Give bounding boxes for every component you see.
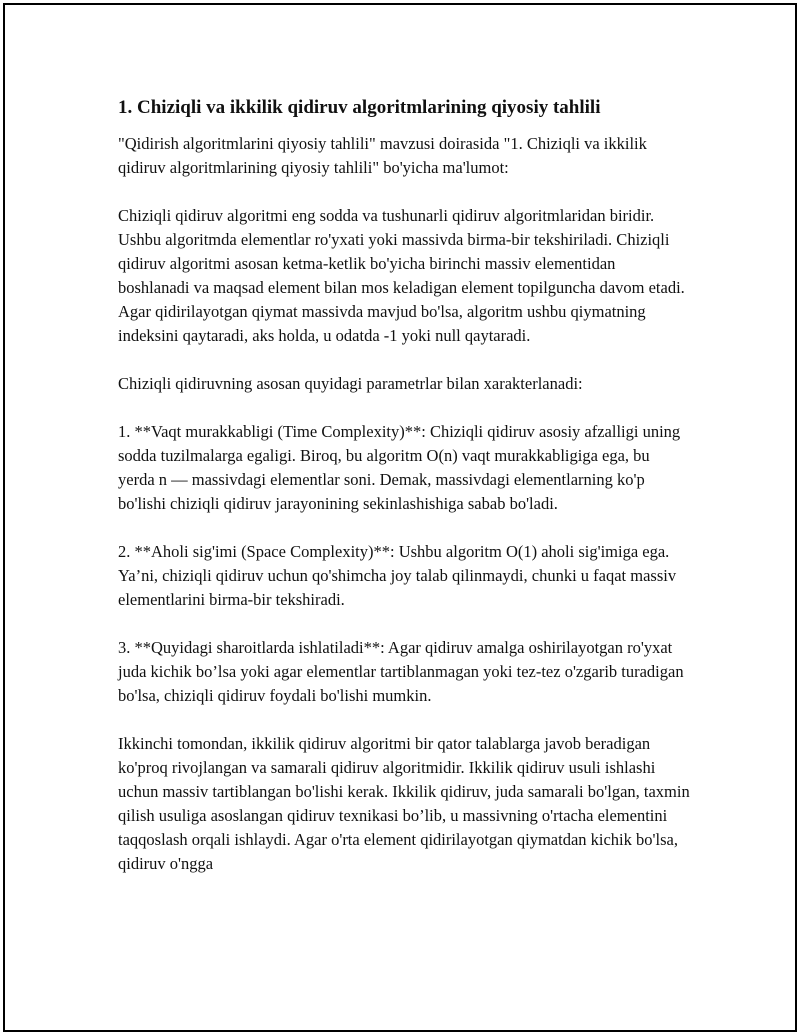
- document-body: [118, 96, 690, 876]
- intro-paragraph: "Qidirish algoritmlarini qiyosiy tahlili" mavzusi doirasida "1. Chiziqli va ikkilik qidiruv algoritmlarining qiyosiy tahlili" bo'yicha ma'lumot:: [118, 134, 647, 177]
- document-title: 1. Chiziqli va ikkilik qidiruv algoritmlarining qiyosiy tahlili: [118, 97, 601, 118]
- time-complexity-paragraph: 1. **Vaqt murakkabligi (Time Complexity)**: Chiziqli qidiruv asosiy afzalligi uning sodda tuzilmalarga egaligi. Biroq, bu algoritm O(n) vaqt murakkabligiga ega, bu yerda n — massivdagi elementlar soni. Demak, massivdagi elementlarning ko'p bo'lishi chiziqli qidiruv jarayonining sekinlashishiga sabab bo'ladi.: [118, 422, 681, 513]
- binary-search-paragraph: Ikkinchi tomondan, ikkilik qidiruv algoritmi bir qator talablarga javob beradigan ko'proq rivojlangan va samarali qidiruv algoritmidir. Ikkilik qidiruv usuli ishlashi uchun massiv tartiblangan bo'lishi kerak. Ikkilik qidiruv, juda samarali bo'lgan, taxmin qilish usuliga asoslangan qidiruv texnikasi bo’lib, u massivning o'rtacha elementini taqqoslash orqali ishlaydi. Agar o'rta element qidirilayotgan qiymatdan kichik bo'lsa, qidiruv o'ngga: [118, 734, 690, 873]
- linear-search-paragraph: Chiziqli qidiruv algoritmi eng sodda va tushunarli qidiruv algoritmlaridan biridir. Ushbu algoritmda elementlar ro'yxati yoki massivda birma-bir tekshiriladi. Chiziqli qidiruv algoritmi asosan ketma-ketlik bo'yicha birinchi massiv elementidan boshlanadi va maqsad element bilan mos keladigan element topilguncha davom etadi. Agar qidirilayotgan qiymat massivda mavjud bo'lsa, algoritm ushbu qiymatning indeksini qaytaradi, aks holda, u odatda -1 yoki null qaytaradi.: [118, 206, 685, 345]
- usage-conditions-paragraph: 3. **Quyidagi sharoitlarda ishlatiladi**: Agar qidiruv amalga oshirilayotgan ro'yxat juda kichik bo’lsa yoki agar elementlar tartiblanmagan yoki tez-tez o'zgarib turadigan bo'lsa, chiziqli qidiruv foydali bo'lishi mumkin.: [118, 638, 684, 705]
- space-complexity-paragraph: 2. **Aholi sig'imi (Space Complexity)**: Ushbu algoritm O(1) aholi sig'imiga ega. Ya’ni, chiziqli qidiruv uchun qo'shimcha joy talab qilinmaydi, chunki u faqat massiv elementlarini birma-bir tekshiradi.: [118, 542, 677, 609]
- parameters-intro-paragraph: Chiziqli qidiruvning asosan quyidagi parametrlar bilan xarakterlanadi:: [118, 374, 583, 393]
